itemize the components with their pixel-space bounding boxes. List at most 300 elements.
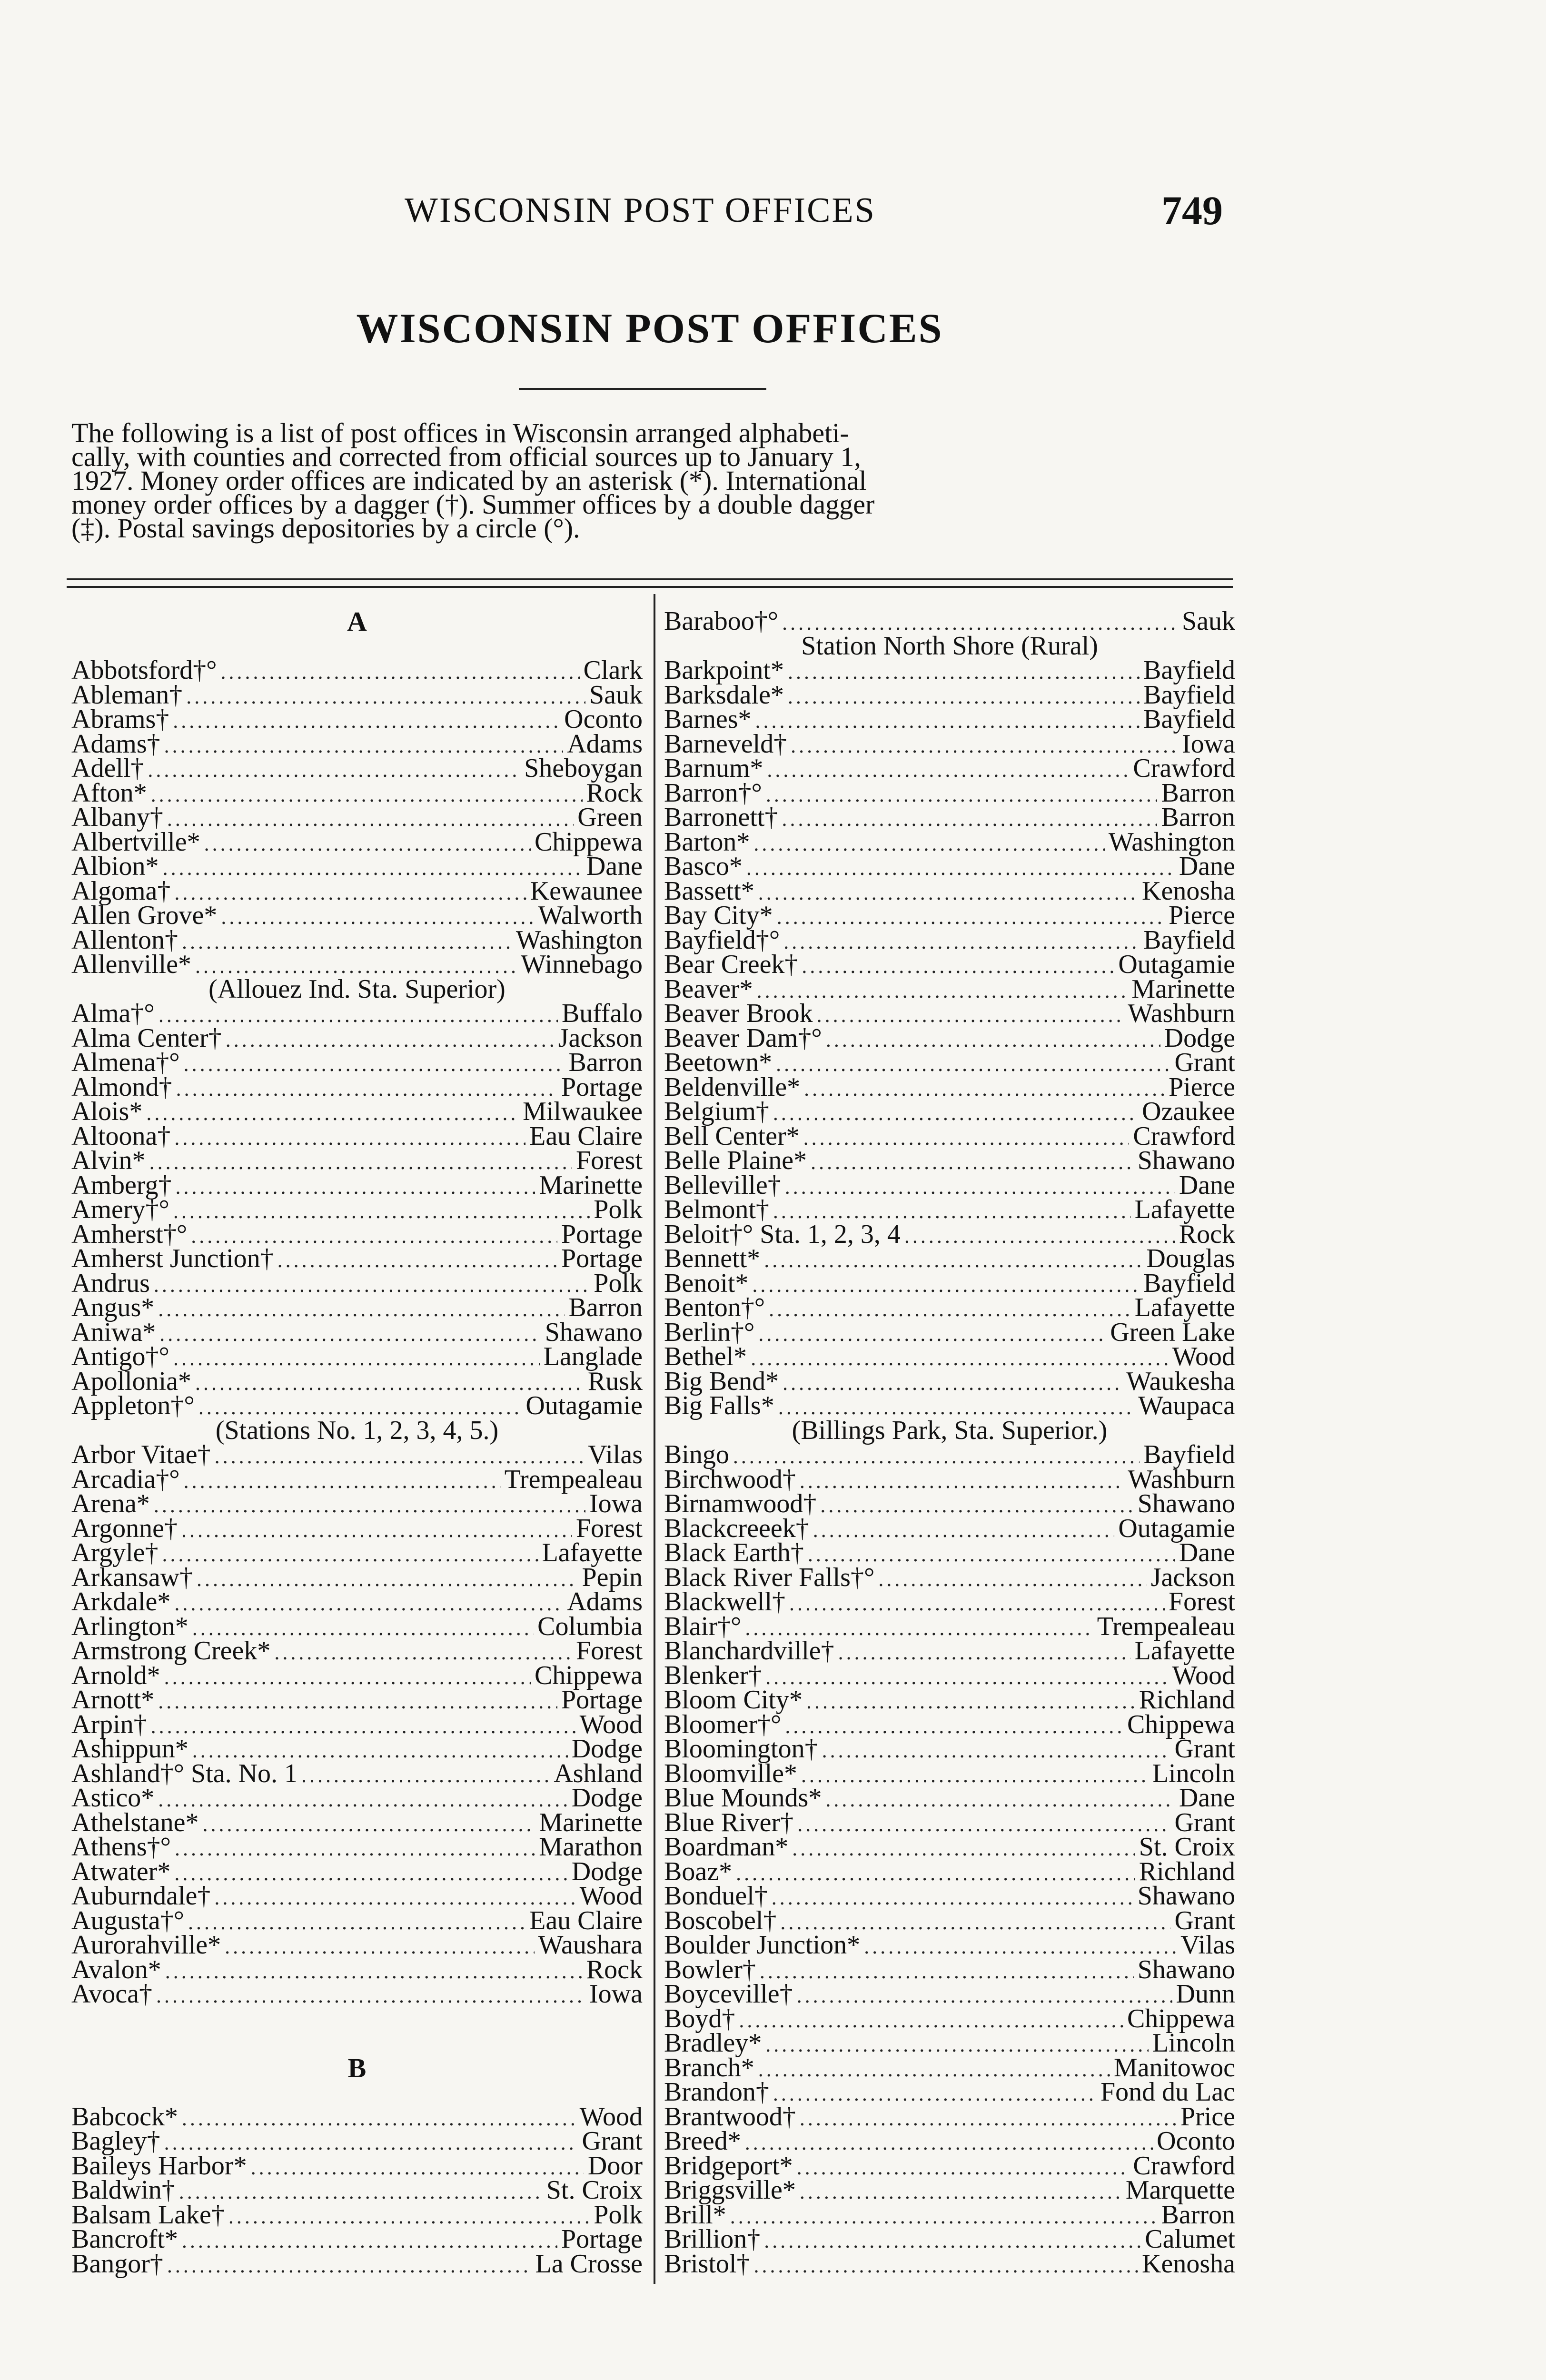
- county-name: Bayfield: [1143, 1268, 1235, 1298]
- dot-leader: [826, 1028, 1160, 1052]
- post-office-name: Bloomington†: [664, 1734, 818, 1764]
- post-office-name: Brantwood†: [664, 2102, 796, 2132]
- dot-leader: [785, 1175, 1175, 1200]
- county-name: Waupaca: [1138, 1391, 1235, 1420]
- post-office-name: Brill*: [664, 2200, 726, 2230]
- post-office-name: Bennett*: [664, 1244, 761, 1273]
- post-office-entry: [664, 2224, 1235, 2254]
- post-office-entry: [71, 680, 643, 710]
- county-name: Oconto: [564, 704, 643, 734]
- column-divider: [654, 594, 655, 2284]
- post-office-entry: [71, 1660, 643, 1690]
- county-name: Dodge: [571, 1734, 643, 1764]
- post-office-name: Adell†: [71, 754, 144, 783]
- dot-leader: [228, 2204, 590, 2229]
- post-office-entry: [664, 756, 1235, 781]
- county-name: Marathon: [539, 1832, 643, 1862]
- post-office-name: Alma†°: [71, 999, 155, 1028]
- dot-leader: [182, 2106, 576, 2131]
- dot-leader: [755, 709, 1140, 734]
- dot-leader: [765, 2033, 1149, 2057]
- post-office-entry: [664, 1097, 1235, 1126]
- dot-leader: [174, 1861, 567, 1886]
- county-name: Portage: [561, 2224, 643, 2254]
- post-office-entry: [664, 1513, 1235, 1543]
- post-office-name: Atwater*: [71, 1856, 171, 1886]
- post-office-name: Amherst Junction†: [71, 1244, 274, 1273]
- county-name: Iowa: [589, 1489, 643, 1518]
- post-office-name: Birchwood†: [664, 1464, 796, 1494]
- dot-leader: [783, 1371, 1122, 1396]
- post-office-name: Bonduel†: [664, 1881, 768, 1911]
- post-office-name: Allenville*: [71, 950, 191, 979]
- post-office-name: Breed*: [664, 2126, 741, 2156]
- county-name: Iowa: [589, 1979, 643, 2009]
- post-office-name: Angus*: [71, 1293, 155, 1322]
- post-office-entry: [71, 999, 643, 1028]
- dot-leader: [773, 1101, 1138, 1126]
- post-office-entry: [71, 1072, 643, 1102]
- county-name: Grant: [1174, 1734, 1235, 1764]
- dot-leader: [820, 1493, 1133, 1518]
- dot-leader: [801, 1763, 1149, 1788]
- dot-leader: [154, 1493, 585, 1518]
- post-office-name: Argyle†: [71, 1538, 159, 1567]
- post-office-name: Benton†°: [664, 1293, 765, 1322]
- county-name: Winnebago: [521, 950, 643, 979]
- post-office-entry: [664, 2102, 1235, 2132]
- post-office-entry: [71, 729, 643, 759]
- dot-leader: [301, 1763, 550, 1788]
- post-office-name: Albany†: [71, 803, 163, 832]
- post-office-entry: [664, 1979, 1235, 2009]
- county-name: Dane: [1179, 1538, 1235, 1567]
- county-name: Kenosha: [1142, 2249, 1235, 2279]
- county-name: Buffalo: [561, 999, 643, 1028]
- post-office-entry: [664, 1905, 1235, 1935]
- post-office-name: Bangor†: [71, 2249, 163, 2279]
- intro-line: 1927. Money order offices are indicated by an asterisk (*). International: [71, 465, 867, 496]
- dot-leader: [822, 1738, 1171, 1763]
- post-office-name: Ashippun*: [71, 1734, 188, 1764]
- county-name: Milwaukee: [523, 1097, 643, 1126]
- post-office-entry: [664, 729, 1235, 759]
- post-office-name: Blenker†: [664, 1660, 762, 1690]
- entry-note: (Allouez Ind. Sta. Superior): [208, 974, 505, 1004]
- post-office-name: Barton*: [664, 827, 750, 857]
- county-name: Washburn: [1128, 999, 1235, 1028]
- county-name: Adams: [567, 1587, 643, 1616]
- post-office-entry: [664, 1146, 1235, 1175]
- county-name: Richland: [1139, 1856, 1235, 1886]
- dot-leader: [156, 1983, 585, 2008]
- post-office-name: Big Bend*: [664, 1366, 779, 1396]
- county-name: Kewaunee: [530, 876, 643, 906]
- post-office-entry: [664, 2077, 1235, 2107]
- dot-leader: [186, 684, 585, 709]
- dot-leader: [221, 905, 534, 930]
- county-name: Wood: [1172, 1660, 1235, 1690]
- post-office-entry: [71, 1979, 643, 2009]
- county-name: Barron: [1161, 2200, 1235, 2230]
- dot-leader: [225, 1934, 534, 1959]
- county-name: Crawford: [1133, 754, 1235, 783]
- post-office-entry: [71, 1464, 643, 1494]
- county-name: Trempealeau: [504, 1464, 643, 1494]
- post-office-name: Altoona†: [71, 1121, 171, 1151]
- county-name: Dodge: [571, 1856, 643, 1886]
- post-office-entry: [71, 1121, 643, 1151]
- county-name: Crawford: [1133, 1121, 1235, 1151]
- dot-leader: [148, 758, 520, 783]
- dot-leader: [176, 1175, 535, 1200]
- county-name: Grant: [582, 2126, 643, 2156]
- dot-leader: [739, 2008, 1123, 2033]
- county-name: Jackson: [558, 1023, 643, 1053]
- dot-leader: [764, 1248, 1142, 1273]
- dot-leader: [878, 1567, 1147, 1592]
- post-office-entry: [71, 876, 643, 906]
- post-office-name: Beaver*: [664, 974, 753, 1004]
- county-name: Rock: [586, 1954, 643, 1984]
- intro-line: The following is a list of post offices in Wisconsin arranged alphabeti-: [71, 417, 849, 448]
- post-office-entry: [71, 925, 643, 955]
- county-name: Eau Claire: [529, 1905, 643, 1935]
- post-office-name: Boaz*: [664, 1856, 733, 1886]
- county-name: Adams: [567, 729, 643, 759]
- post-office-entry: [664, 1391, 1235, 1420]
- county-name: Shawano: [1137, 1146, 1235, 1175]
- county-name: Trempealeau: [1097, 1611, 1235, 1641]
- post-office-name: Beetown*: [664, 1048, 773, 1077]
- dot-leader: [154, 1273, 590, 1298]
- post-office-entry: [71, 655, 643, 685]
- post-office-entry: [71, 1538, 643, 1567]
- post-office-entry: [664, 1660, 1235, 1690]
- post-office-name: Boardman*: [664, 1832, 789, 1862]
- post-office-name: Amherst†°: [71, 1219, 188, 1249]
- post-office-name: Athens†°: [71, 1832, 171, 1862]
- county-name: Dane: [1179, 1170, 1235, 1200]
- post-office-name: Barronett†: [664, 803, 778, 832]
- post-office-name: Boyceville†: [664, 1979, 793, 2009]
- county-name: Lafayette: [1134, 1195, 1235, 1224]
- post-office-entry: [71, 1097, 643, 1126]
- county-name: Sauk: [1182, 606, 1235, 636]
- dot-leader: [162, 1542, 538, 1567]
- post-office-entry: [664, 1195, 1235, 1224]
- county-name: Polk: [594, 2200, 643, 2230]
- page-title: WISCONSIN POST OFFICES: [356, 306, 943, 352]
- dot-leader: [173, 1199, 590, 1224]
- post-office-entry: [71, 1954, 643, 1984]
- dot-leader: [167, 807, 574, 832]
- post-office-entry: [71, 2126, 643, 2156]
- county-name: Eau Claire: [529, 1121, 643, 1151]
- post-office-name: Allen Grove*: [71, 901, 218, 930]
- post-office-entry: [71, 1170, 643, 1200]
- post-office-entry: [664, 903, 1235, 928]
- dot-leader: [214, 1885, 575, 1910]
- post-office-entry: [71, 1146, 643, 1175]
- post-office-name: Babcock*: [71, 2102, 178, 2132]
- dot-leader: [174, 1591, 563, 1616]
- dot-leader: [182, 930, 512, 954]
- post-office-entry: [71, 2249, 643, 2279]
- section-double-rule: [67, 578, 1233, 588]
- county-name: St. Croix: [546, 2175, 643, 2205]
- post-office-name: Bloomville*: [664, 1758, 797, 1788]
- post-office-entry: [71, 827, 643, 857]
- dot-leader: [165, 1959, 583, 1984]
- post-office-name: Baldwin†: [71, 2175, 175, 2205]
- post-office-name: Argonne†: [71, 1513, 178, 1543]
- dot-leader: [226, 1028, 555, 1052]
- county-name: Chippewa: [534, 1660, 643, 1690]
- dot-leader: [751, 1346, 1168, 1371]
- dot-leader: [163, 856, 583, 881]
- county-name: Rock: [586, 778, 643, 808]
- county-name: Chippewa: [1127, 2003, 1235, 2033]
- county-name: Wood: [579, 2102, 643, 2132]
- post-office-name: Ashland†° Sta. No. 1: [71, 1758, 298, 1788]
- dot-leader: [175, 1836, 535, 1861]
- post-office-entry: [71, 1268, 643, 1298]
- post-office-entry: [664, 1832, 1235, 1862]
- post-office-entry: [664, 606, 1235, 636]
- post-office-name: Barron†°: [664, 778, 762, 808]
- county-name: Bayfield: [1143, 704, 1235, 734]
- post-office-name: Albertville*: [71, 827, 200, 857]
- county-name: Forest: [576, 1513, 643, 1543]
- dot-leader: [220, 660, 579, 684]
- post-office-name: Bradley*: [664, 2028, 762, 2058]
- post-office-name: Amberg†: [71, 1170, 172, 1200]
- post-office-entry: [71, 1023, 643, 1053]
- post-office-entry: [664, 1954, 1235, 1984]
- post-office-name: Blanchardville†: [664, 1636, 834, 1666]
- dot-leader: [746, 856, 1175, 881]
- post-office-name: Bristol†: [664, 2249, 750, 2279]
- post-office-name: Baraboo†°: [664, 606, 779, 636]
- dot-leader: [800, 1469, 1124, 1494]
- intro-paragraph: [71, 417, 1228, 544]
- post-office-name: Andrus: [71, 1268, 150, 1298]
- dot-leader: [181, 1518, 572, 1543]
- post-office-entry: [71, 1219, 643, 1249]
- post-office-name: Bancroft*: [71, 2224, 178, 2254]
- dot-leader: [758, 2057, 1110, 2082]
- dot-leader: [730, 2204, 1158, 2229]
- county-name: Dane: [586, 852, 643, 881]
- dot-leader: [745, 2131, 1153, 2155]
- post-office-name: Black Earth†: [664, 1538, 804, 1567]
- dot-leader: [804, 1077, 1165, 1101]
- dot-leader: [151, 783, 583, 807]
- dot-leader: [776, 1052, 1170, 1077]
- post-office-entry: [664, 1807, 1235, 1837]
- post-office-name: Arbor Vitae†: [71, 1440, 211, 1469]
- post-office-entry: [664, 805, 1235, 830]
- county-name: Marinette: [1131, 974, 1235, 1004]
- dot-leader: [736, 1861, 1135, 1886]
- post-office-entry: [664, 1121, 1235, 1151]
- dot-leader: [184, 1052, 565, 1077]
- county-name: Dane: [1179, 1783, 1235, 1813]
- post-office-name: Albion*: [71, 852, 159, 881]
- post-office-entry: [664, 1366, 1235, 1396]
- post-office-name: Basco*: [664, 852, 743, 881]
- post-office-entry: [664, 1685, 1235, 1715]
- post-office-name: Birnamwood†: [664, 1489, 817, 1518]
- left-column: [71, 606, 643, 2279]
- dot-leader: [802, 954, 1114, 979]
- county-name: Kenosha: [1142, 876, 1235, 906]
- post-office-entry: [664, 704, 1235, 734]
- post-office-name: Athelstane*: [71, 1807, 199, 1837]
- page-number: 749: [1161, 188, 1223, 233]
- post-office-name: Briggsville*: [664, 2175, 796, 2205]
- post-office-name: Bloomer†°: [664, 1709, 782, 1739]
- dot-leader: [158, 1297, 565, 1322]
- post-office-name: Abrams†: [71, 704, 169, 734]
- dot-leader: [803, 1126, 1130, 1150]
- post-office-entry: [71, 1734, 643, 1764]
- post-office-entry: [71, 1685, 643, 1715]
- post-office-name: Amery†°: [71, 1195, 169, 1224]
- dot-leader: [811, 1150, 1134, 1175]
- post-office-name: Ableman†: [71, 680, 183, 710]
- post-office-entry: [664, 999, 1235, 1028]
- post-office-name: Aniwa*: [71, 1317, 156, 1347]
- post-office-name: Berlin†°: [664, 1317, 755, 1347]
- post-office-name: Black River Falls†°: [664, 1562, 875, 1592]
- county-name: Lafayette: [1134, 1293, 1235, 1322]
- county-name: Chippewa: [1127, 1709, 1235, 1739]
- county-name: Washburn: [1128, 1464, 1235, 1494]
- dot-leader: [752, 1273, 1140, 1298]
- spacer: [71, 2031, 643, 2056]
- county-name: Waushara: [538, 1930, 643, 1960]
- post-office-name: Blue Mounds*: [664, 1783, 822, 1813]
- post-office-name: Adams†: [71, 729, 160, 759]
- county-name: Dodge: [1164, 1023, 1235, 1053]
- post-office-name: Beloit†° Sta. 1, 2, 3, 4: [664, 1219, 901, 1249]
- post-office-entry: [71, 1513, 643, 1543]
- county-name: Grant: [1174, 1905, 1235, 1935]
- post-office-entry: [71, 1783, 643, 1813]
- dot-leader: [777, 905, 1165, 930]
- post-office-entry: [664, 952, 1235, 977]
- post-office-name: Bridgeport*: [664, 2151, 793, 2181]
- post-office-entry: [664, 1930, 1235, 1960]
- county-name: Washington: [515, 925, 643, 955]
- dot-leader: [838, 1640, 1131, 1665]
- post-office-entry: [71, 1905, 643, 1935]
- county-name: Washington: [1108, 827, 1235, 857]
- dot-leader: [179, 2180, 543, 2204]
- dot-leader: [277, 1248, 557, 1273]
- post-office-entry: [664, 1244, 1235, 1273]
- post-office-name: Blackwell†: [664, 1587, 786, 1616]
- dot-leader: [769, 1297, 1130, 1322]
- running-head: [0, 190, 1546, 243]
- post-office-name: Benoit*: [664, 1268, 749, 1298]
- post-office-name: Beldenville*: [664, 1072, 801, 1102]
- post-office-entry: [664, 2028, 1235, 2058]
- county-name: Shawano: [1137, 1881, 1235, 1911]
- county-name: Sheboygan: [524, 754, 643, 783]
- post-office-entry: [71, 1391, 643, 1420]
- post-office-name: Arnold*: [71, 1660, 160, 1690]
- post-office-name: Belmont†: [664, 1195, 769, 1224]
- county-name: Dane: [1179, 852, 1235, 881]
- dot-leader: [164, 734, 564, 758]
- county-name: Marinette: [539, 1170, 643, 1200]
- dot-leader: [151, 1714, 576, 1739]
- post-office-entry: [664, 854, 1235, 879]
- entry-note: Station North Shore (Rural): [801, 631, 1098, 661]
- dot-leader: [159, 1322, 541, 1347]
- post-office-name: Astico*: [71, 1783, 155, 1813]
- post-office-entry: [664, 2249, 1235, 2279]
- dot-leader: [146, 1101, 519, 1126]
- post-office-name: Balsam Lake†: [71, 2200, 225, 2230]
- dot-leader: [164, 1665, 531, 1690]
- county-name: Forest: [576, 1636, 643, 1666]
- post-office-name: Bethel*: [664, 1342, 747, 1371]
- county-name: Langlade: [543, 1342, 643, 1371]
- dot-leader: [772, 1885, 1134, 1910]
- county-name: Oconto: [1157, 2126, 1235, 2156]
- county-name: Barron: [568, 1293, 643, 1322]
- intro-line: cally, with counties and corrected from official sources up to January 1,: [71, 441, 861, 472]
- post-office-name: Belgium†: [664, 1097, 769, 1126]
- post-office-entry: [71, 1930, 643, 1960]
- post-office-name: Barnes*: [664, 704, 752, 734]
- county-name: Bayfield: [1143, 680, 1235, 710]
- county-name: Sauk: [589, 680, 643, 710]
- post-office-name: Baileys Harbor*: [71, 2151, 247, 2181]
- post-office-name: Boulder Junction*: [664, 1930, 861, 1960]
- spacer: [71, 2080, 643, 2105]
- intro-line: money order offices by a dagger (†). Summer offices by a double dagger: [71, 489, 875, 520]
- post-office-name: Antigo†°: [71, 1342, 169, 1371]
- dot-leader: [758, 881, 1138, 905]
- post-office-entry: [71, 1244, 643, 1273]
- county-name: Iowa: [1182, 729, 1235, 759]
- county-name: Richland: [1139, 1685, 1235, 1715]
- post-office-entry: [71, 1489, 643, 1518]
- post-office-entry: [664, 1268, 1235, 1298]
- county-name: Marinette: [539, 1807, 643, 1837]
- dot-leader: [904, 1224, 1175, 1249]
- post-office-entry: [664, 1342, 1235, 1371]
- county-name: Green Lake: [1110, 1317, 1235, 1347]
- post-office-entry: [71, 1342, 643, 1371]
- post-office-entry: [664, 1219, 1235, 1249]
- post-office-entry: [71, 1562, 643, 1592]
- county-name: Barron: [1161, 803, 1235, 832]
- intro-line: (‡). Postal savings depositories by a circle (°).: [71, 513, 580, 544]
- dot-leader: [800, 2106, 1177, 2131]
- county-name: Green: [577, 803, 643, 832]
- dot-leader: [764, 2229, 1141, 2253]
- county-name: La Crosse: [535, 2249, 643, 2279]
- post-office-entry: [71, 1317, 643, 1347]
- post-office-entry: [664, 1317, 1235, 1347]
- county-name: Portage: [561, 1072, 643, 1102]
